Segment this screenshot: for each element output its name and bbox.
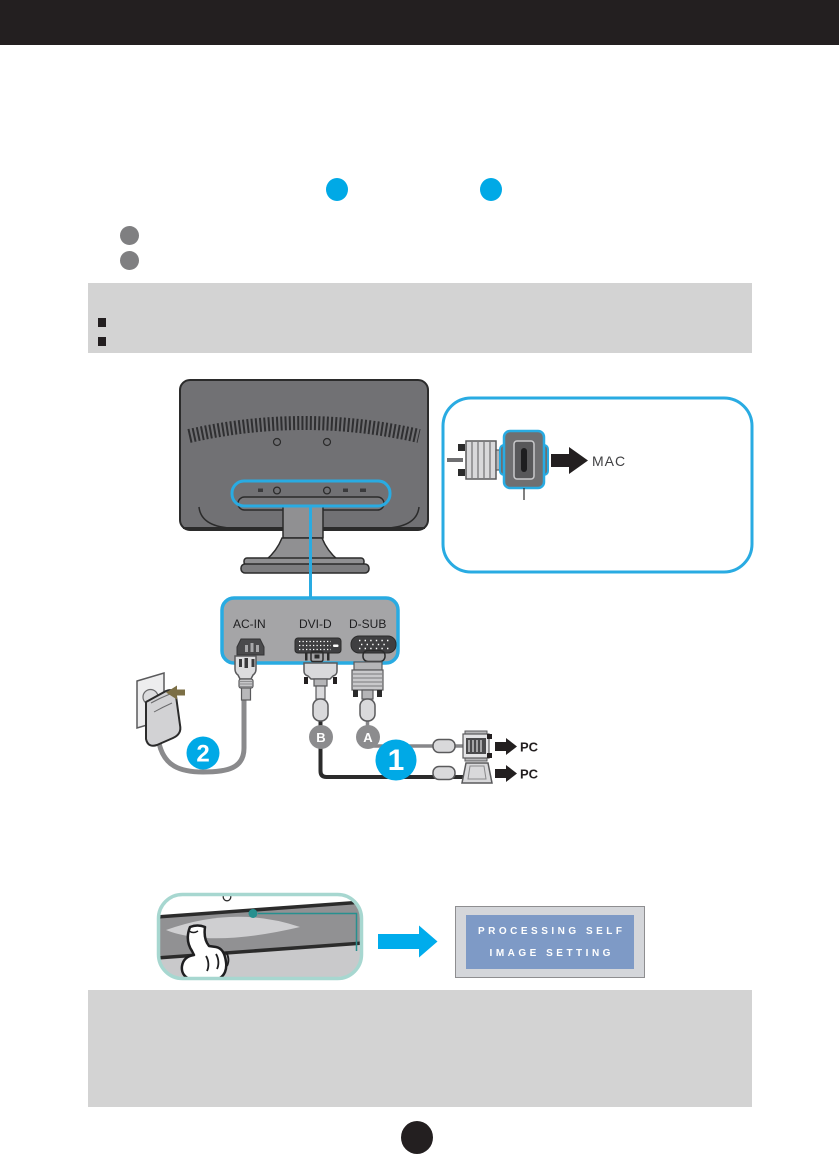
cable-marker-b-letter: B xyxy=(316,730,326,745)
mac-label: MAC xyxy=(592,453,627,469)
power-plug-illustration xyxy=(146,690,180,746)
next-step-arrow-icon xyxy=(378,926,438,958)
self-image-setting-illustration xyxy=(150,885,460,985)
pc-end-connector-bottom xyxy=(462,763,492,783)
step-2-number: 2 xyxy=(196,740,210,768)
dvi-cable-connector xyxy=(304,663,337,721)
d-sub-label: D-SUB xyxy=(349,617,387,631)
pc-arrow-icon-bottom xyxy=(495,765,517,782)
step-1-number: 1 xyxy=(387,744,405,777)
ac-in-port xyxy=(237,639,264,655)
osd-message-box xyxy=(455,906,645,978)
note-bullet-2 xyxy=(98,337,106,346)
osd-line-2: IMAGE SETTING xyxy=(489,947,614,959)
page-number-badge xyxy=(401,1121,433,1154)
osd-line-1: PROCESSING SELF xyxy=(477,925,626,937)
step-marker-dot-1 xyxy=(326,178,348,201)
note-bullet-1 xyxy=(98,318,106,327)
monitor-back-illustration xyxy=(180,380,428,573)
ac-power-connector xyxy=(235,656,256,700)
step-marker-dot-2 xyxy=(480,178,502,201)
connection-diagram xyxy=(0,370,839,800)
pc-end-connector-top xyxy=(463,731,492,761)
note-box-top xyxy=(88,283,752,353)
touch-button-illustration xyxy=(157,890,363,982)
signal-cables xyxy=(304,662,539,783)
ac-in-label: AC-IN xyxy=(233,617,266,631)
osd-screen xyxy=(466,915,634,969)
pc-label-bottom: PC xyxy=(520,766,539,782)
power-connection xyxy=(137,656,256,772)
mac-callout-box xyxy=(443,398,752,572)
connector-panel xyxy=(222,598,398,663)
cable-marker-a-letter: A xyxy=(363,730,373,745)
page-header-bar xyxy=(0,0,839,45)
list-bullet-1 xyxy=(120,226,139,245)
d-sub-cable-connector xyxy=(352,662,383,721)
pc-arrow-icon-top xyxy=(495,738,517,755)
note-box-bottom xyxy=(88,990,752,1107)
list-bullet-2 xyxy=(120,251,139,270)
touch-point-dot xyxy=(249,909,258,918)
dvi-d-label: DVI-D xyxy=(299,617,332,631)
pc-label-top: PC xyxy=(520,739,539,755)
